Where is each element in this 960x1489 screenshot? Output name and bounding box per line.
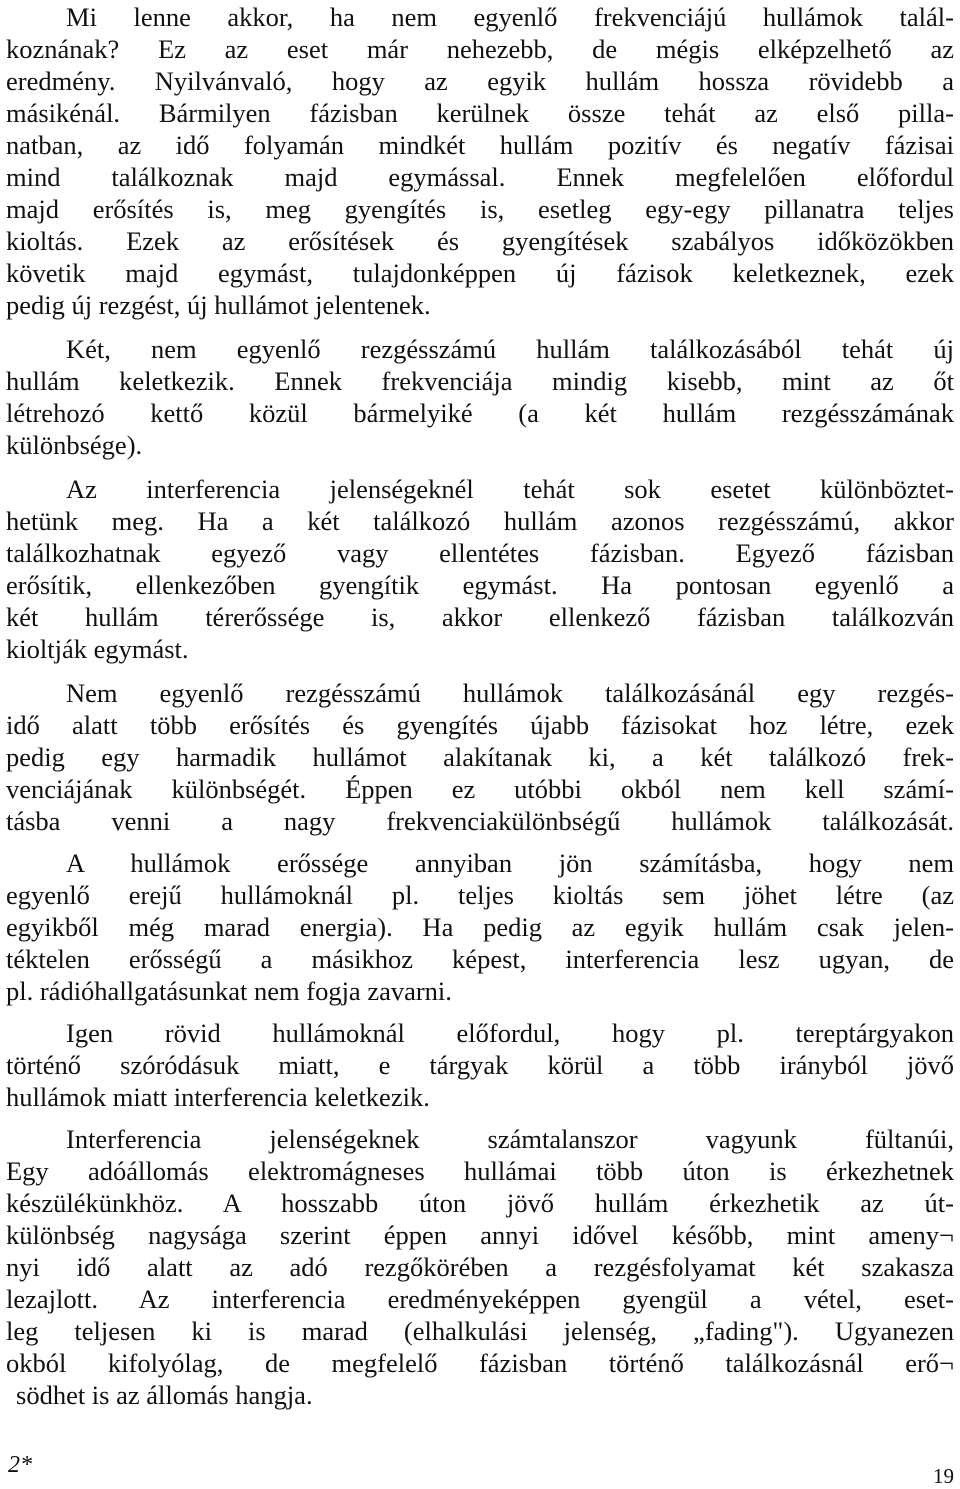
- text-line: különbség nagysága szerint éppen annyi idővel később, mint ameny¬: [6, 1220, 954, 1250]
- text-line: Mi lenne akkor, ha nem egyenlő frekvenciájú hullámok talál-: [66, 2, 954, 32]
- text-line: Igen rövid hullámoknál előfordul, hogy pl. tereptárgyakon: [66, 1018, 954, 1048]
- text-line: idő alatt több erősítés és gyengítés újabb fázisokat hoz létre, ezek: [6, 710, 954, 740]
- text-line: találkozhatnak egyező vagy ellentétes fázisban. Egyező fázisban: [6, 538, 954, 568]
- text-line: erősítik, ellenkezőben gyengítik egymást. Ha pontosan egyenlő a: [6, 570, 954, 600]
- text-line: A hullámok erőssége annyiban jön számításba, hogy nem: [66, 848, 954, 878]
- text-line: kioltás. Ezek az erősítések és gyengítések szabályos időközökben: [6, 226, 954, 256]
- text-line: leg teljesen ki is marad (elhalkulási jelenség, „fading"). Ugyanezen: [6, 1316, 954, 1346]
- text-line: egyenlő erejű hullámoknál pl. teljes kioltás sem jöhet létre (az: [6, 880, 954, 910]
- text-line: Az interferencia jelenségeknél tehát sok esetet különböztet-: [66, 474, 954, 504]
- page-number: 19: [933, 1464, 954, 1488]
- text-line: Interferencia jelenségeknek számtalanszor vagyunk fültanúi,: [66, 1124, 954, 1154]
- text-line: natban, az idő folyamán mindkét hullám pozitív és negatív fázisai: [6, 130, 954, 160]
- text-line: majd erősítés is, meg gyengítés is, esetleg egy-egy pillanatra teljes: [6, 194, 954, 224]
- text-line: mind találkoznak majd egymással. Ennek megfelelően előfordul: [6, 162, 954, 192]
- text-line: hullámok miatt interferencia keletkezik.: [6, 1082, 430, 1112]
- text-line: lezajlott. Az interferencia eredményeképpen gyengül a vétel, eset-: [6, 1284, 954, 1314]
- text-line: téktelen erősségű a másikhoz képest, interferencia lesz ugyan, de: [6, 944, 954, 974]
- text-line: Egy adóállomás elektromágneses hullámai több úton is érkezhetnek: [6, 1156, 954, 1186]
- text-line: pedig egy harmadik hullámot alakítanak ki, a két találkozó frek-: [6, 742, 954, 772]
- text-line: Nem egyenlő rezgésszámú hullámok találkozásánál egy rezgés-: [66, 678, 954, 708]
- text-line: koznának? Ez az eset már nehezebb, de mégis elképzelhető az: [6, 34, 954, 64]
- text-line: södhet is az állomás hangja.: [16, 1380, 313, 1410]
- text-line: két hullám térerőssége is, akkor ellenkező fázisban találkozván: [6, 602, 954, 632]
- text-line: Két, nem egyenlő rezgésszámú hullám találkozásából tehát új: [66, 334, 954, 364]
- text-line: készülékünkhöz. A hosszabb úton jövő hullám érkezhetik az út-: [6, 1188, 954, 1218]
- text-line: különbsége).: [6, 430, 143, 460]
- text-line: hullám keletkezik. Ennek frekvenciája mindig kisebb, mint az őt: [6, 366, 954, 396]
- text-line: nyi idő alatt az adó rezgőkörében a rezgésfolyamat két szakasza: [6, 1252, 954, 1282]
- text-line: venciájának különbségét. Éppen ez utóbbi okból nem kell számí-: [6, 774, 954, 804]
- text-line: másikénál. Bármilyen fázisban kerülnek össze tehát az első pilla-: [6, 98, 954, 128]
- text-line: történő szóródásuk miatt, e tárgyak körül a több irányból jövő: [6, 1050, 954, 1080]
- text-line: pedig új rezgést, új hullámot jelentenek.: [6, 290, 431, 320]
- text-line: hetünk meg. Ha a két találkozó hullám azonos rezgésszámú, akkor: [6, 506, 954, 536]
- text-line: tásba venni a nagy frekvenciakülönbségű hullámok találkozását.: [6, 806, 954, 836]
- text-line: eredmény. Nyilvánvaló, hogy az egyik hullám hossza rövidebb a: [6, 66, 954, 96]
- text-line: egyikből még marad energia). Ha pedig az egyik hullám csak jelen-: [6, 912, 954, 942]
- text-line: létrehozó kettő közül bármelyiké (a két hullám rezgésszámának: [6, 398, 954, 428]
- signature-mark: 2*: [8, 1452, 32, 1478]
- text-line: követik majd egymást, tulajdonképpen új fázisok keletkeznek, ezek: [6, 258, 954, 288]
- text-line: pl. rádióhallgatásunkat nem fogja zavarni.: [6, 976, 452, 1006]
- text-line: okból kifolyólag, de megfelelő fázisban történő találkozásnál erő¬: [6, 1348, 954, 1378]
- text-line: kioltják egymást.: [6, 634, 189, 664]
